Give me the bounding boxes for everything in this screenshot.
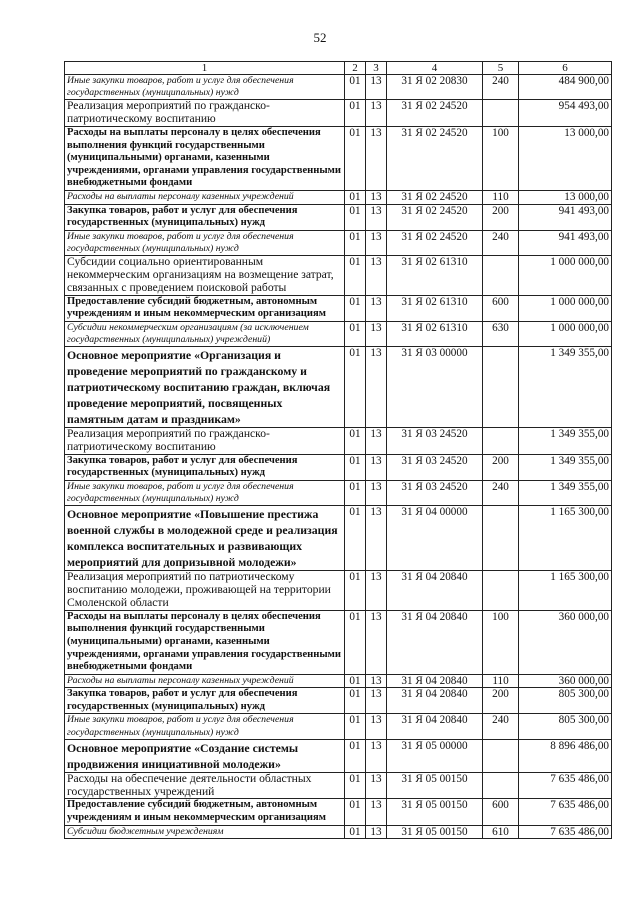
expense-type-cell <box>483 428 519 455</box>
amount-cell: 941 493,00 <box>519 204 612 230</box>
target-article-cell: 31 Я 02 61310 <box>387 295 483 321</box>
item-name-cell: Иные закупки товаров, работ и услуг для обеспечения государственных (муниципальных) нужд <box>65 480 345 505</box>
subsection-code-cell: 13 <box>366 256 387 295</box>
expense-type-cell: 240 <box>483 230 519 255</box>
section-code-cell: 01 <box>345 100 366 127</box>
target-article-cell: 31 Я 04 20840 <box>387 714 483 739</box>
subsection-code-cell: 13 <box>366 100 387 127</box>
table-row <box>65 100 612 127</box>
expense-type-cell: 110 <box>483 190 519 204</box>
target-article-cell: 31 Я 04 00000 <box>387 506 483 571</box>
target-article-cell: 31 Я 02 61310 <box>387 256 483 295</box>
section-code-cell: 01 <box>345 127 366 191</box>
target-article-cell: 31 Я 02 24520 <box>387 127 483 191</box>
target-article-cell: 31 Я 02 24520 <box>387 190 483 204</box>
section-code-cell: 01 <box>345 674 366 688</box>
target-article-cell: 31 Я 04 20840 <box>387 688 483 714</box>
amount-cell: 1 000 000,00 <box>519 321 612 346</box>
amount-cell: 1 165 300,00 <box>519 571 612 610</box>
item-name-cell: Основное мероприятие «Организация и проведение мероприятий по гражданскому и патриотическому воспитанию граждан, включая проведение мероприятий, посвященных памятным датам и праздникам» <box>65 347 345 428</box>
item-name-cell: Расходы на обеспечение деятельности областных государственных учреждений <box>65 772 345 799</box>
subsection-code-cell: 13 <box>366 674 387 688</box>
item-name-cell: Субсидии бюджетным учреждениям <box>65 825 345 839</box>
table-row <box>65 454 612 480</box>
table-row <box>65 571 612 610</box>
table-row <box>65 799 612 825</box>
subsection-code-cell: 13 <box>366 230 387 255</box>
target-article-cell: 31 Я 05 00150 <box>387 772 483 799</box>
subsection-code-cell: 13 <box>366 772 387 799</box>
expense-type-cell: 240 <box>483 714 519 739</box>
item-name-cell: Иные закупки товаров, работ и услуг для обеспечения государственных (муниципальных) нужд <box>65 230 345 255</box>
table-row <box>65 127 612 191</box>
expense-type-cell: 200 <box>483 204 519 230</box>
target-article-cell: 31 Я 03 24520 <box>387 428 483 455</box>
item-name-cell: Предоставление субсидий бюджетным, автономным учреждениям и иным некоммерческим организациям <box>65 295 345 321</box>
amount-cell: 805 300,00 <box>519 714 612 739</box>
item-name-cell: Основное мероприятие «Создание системы продвижения инициативной молодежи» <box>65 739 345 772</box>
subsection-code-cell: 13 <box>366 75 387 100</box>
section-code-cell: 01 <box>345 506 366 571</box>
subsection-code-cell: 13 <box>366 190 387 204</box>
section-code-cell: 01 <box>345 75 366 100</box>
section-code-cell: 01 <box>345 347 366 428</box>
subsection-code-cell: 13 <box>366 127 387 191</box>
table-row <box>65 347 612 428</box>
expense-type-cell: 240 <box>483 480 519 505</box>
amount-cell: 7 635 486,00 <box>519 799 612 825</box>
subsection-code-cell: 13 <box>366 825 387 839</box>
expense-type-cell: 100 <box>483 610 519 674</box>
subsection-code-cell: 13 <box>366 204 387 230</box>
amount-cell: 484 900,00 <box>519 75 612 100</box>
header-cell: 1 <box>65 62 345 75</box>
item-name-cell: Субсидии социально ориентированным некоммерческим организациям на возмещение затрат, связанных с проведением поисковой работы <box>65 256 345 295</box>
target-article-cell: 31 Я 05 00150 <box>387 799 483 825</box>
subsection-code-cell: 13 <box>366 688 387 714</box>
item-name-cell: Расходы на выплаты персоналу в целях обеспечения выполнения функций государственными (муниципальными) органами, казенными учреждениями, органами управления государственными внебюджетными фондами <box>65 610 345 674</box>
target-article-cell: 31 Я 02 61310 <box>387 321 483 346</box>
amount-cell: 8 896 486,00 <box>519 739 612 772</box>
target-article-cell: 31 Я 05 00150 <box>387 825 483 839</box>
target-article-cell: 31 Я 03 24520 <box>387 454 483 480</box>
header-cell: 5 <box>483 62 519 75</box>
amount-cell: 360 000,00 <box>519 674 612 688</box>
table-row <box>65 295 612 321</box>
page-number: 52 <box>313 30 327 45</box>
amount-cell: 13 000,00 <box>519 127 612 191</box>
expense-type-cell <box>483 739 519 772</box>
amount-cell: 1 000 000,00 <box>519 256 612 295</box>
section-code-cell: 01 <box>345 799 366 825</box>
subsection-code-cell: 13 <box>366 610 387 674</box>
section-code-cell: 01 <box>345 739 366 772</box>
target-article-cell: 31 Я 03 24520 <box>387 480 483 505</box>
section-code-cell: 01 <box>345 190 366 204</box>
item-name-cell: Реализация мероприятий по гражданско-патриотическому воспитанию <box>65 428 345 455</box>
expense-type-cell <box>483 571 519 610</box>
target-article-cell: 31 Я 05 00000 <box>387 739 483 772</box>
header-cell: 4 <box>387 62 483 75</box>
table-row <box>65 714 612 739</box>
target-article-cell: 31 Я 02 24520 <box>387 230 483 255</box>
section-code-cell: 01 <box>345 256 366 295</box>
target-article-cell: 31 Я 02 24520 <box>387 204 483 230</box>
amount-cell: 1 349 355,00 <box>519 454 612 480</box>
section-code-cell: 01 <box>345 825 366 839</box>
table-row <box>65 480 612 505</box>
amount-cell: 13 000,00 <box>519 190 612 204</box>
subsection-code-cell: 13 <box>366 454 387 480</box>
item-name-cell: Предоставление субсидий бюджетным, автономным учреждениям и иным некоммерческим организациям <box>65 799 345 825</box>
section-code-cell: 01 <box>345 571 366 610</box>
expense-type-cell: 240 <box>483 75 519 100</box>
target-article-cell: 31 Я 02 20830 <box>387 75 483 100</box>
subsection-code-cell: 13 <box>366 428 387 455</box>
section-code-cell: 01 <box>345 230 366 255</box>
item-name-cell: Закупка товаров, работ и услуг для обеспечения государственных (муниципальных) нужд <box>65 204 345 230</box>
item-name-cell: Субсидии некоммерческим организациям (за исключением государственных (муниципальных) учреждений) <box>65 321 345 346</box>
amount-cell: 7 635 486,00 <box>519 772 612 799</box>
table-row <box>65 256 612 295</box>
item-name-cell: Основное мероприятие «Повышение престижа военной службы в молодежной среде и реализация комплекса воспитательных и развивающих мероприятий для допризывной молодежи» <box>65 506 345 571</box>
amount-cell: 1 349 355,00 <box>519 480 612 505</box>
amount-cell: 1 000 000,00 <box>519 295 612 321</box>
section-code-cell: 01 <box>345 610 366 674</box>
subsection-code-cell: 13 <box>366 739 387 772</box>
budget-table <box>64 61 612 839</box>
item-name-cell: Иные закупки товаров, работ и услуг для обеспечения государственных (муниципальных) нужд <box>65 714 345 739</box>
item-name-cell: Расходы на выплаты персоналу казенных учреждений <box>65 190 345 204</box>
table-row <box>65 688 612 714</box>
expense-type-cell <box>483 506 519 571</box>
subsection-code-cell: 13 <box>366 506 387 571</box>
subsection-code-cell: 13 <box>366 799 387 825</box>
amount-cell: 1 349 355,00 <box>519 428 612 455</box>
table-row <box>65 75 612 100</box>
subsection-code-cell: 13 <box>366 480 387 505</box>
item-name-cell: Иные закупки товаров, работ и услуг для обеспечения государственных (муниципальных) нужд <box>65 75 345 100</box>
expense-type-cell <box>483 100 519 127</box>
header-cell: 2 <box>345 62 366 75</box>
expense-type-cell: 610 <box>483 825 519 839</box>
expense-type-cell: 110 <box>483 674 519 688</box>
amount-cell: 941 493,00 <box>519 230 612 255</box>
table-row <box>65 230 612 255</box>
table-row <box>65 739 612 772</box>
item-name-cell: Расходы на выплаты персоналу казенных учреждений <box>65 674 345 688</box>
amount-cell: 1 349 355,00 <box>519 347 612 428</box>
expense-type-cell: 100 <box>483 127 519 191</box>
table-row <box>65 825 612 839</box>
table-header-row <box>65 62 612 75</box>
item-name-cell: Закупка товаров, работ и услуг для обеспечения государственных (муниципальных) нужд <box>65 454 345 480</box>
target-article-cell: 31 Я 02 24520 <box>387 100 483 127</box>
section-code-cell: 01 <box>345 772 366 799</box>
table-row <box>65 204 612 230</box>
table-row <box>65 190 612 204</box>
expense-type-cell: 600 <box>483 799 519 825</box>
expense-type-cell: 600 <box>483 295 519 321</box>
expense-type-cell <box>483 772 519 799</box>
section-code-cell: 01 <box>345 714 366 739</box>
amount-cell: 7 635 486,00 <box>519 825 612 839</box>
subsection-code-cell: 13 <box>366 347 387 428</box>
table-row <box>65 506 612 571</box>
target-article-cell: 31 Я 03 00000 <box>387 347 483 428</box>
section-code-cell: 01 <box>345 321 366 346</box>
header-cell: 3 <box>366 62 387 75</box>
table-row <box>65 321 612 346</box>
table-row <box>65 428 612 455</box>
expense-type-cell <box>483 347 519 428</box>
target-article-cell: 31 Я 04 20840 <box>387 610 483 674</box>
section-code-cell: 01 <box>345 295 366 321</box>
subsection-code-cell: 13 <box>366 571 387 610</box>
subsection-code-cell: 13 <box>366 321 387 346</box>
item-name-cell: Закупка товаров, работ и услуг для обеспечения государственных (муниципальных) нужд <box>65 688 345 714</box>
target-article-cell: 31 Я 04 20840 <box>387 571 483 610</box>
subsection-code-cell: 13 <box>366 714 387 739</box>
table-row <box>65 772 612 799</box>
item-name-cell: Реализация мероприятий по патриотическому воспитанию молодежи, проживающей на территории Смоленской области <box>65 571 345 610</box>
table-row <box>65 610 612 674</box>
section-code-cell: 01 <box>345 688 366 714</box>
amount-cell: 1 165 300,00 <box>519 506 612 571</box>
expense-type-cell: 200 <box>483 454 519 480</box>
item-name-cell: Реализация мероприятий по гражданско-патриотическому воспитанию <box>65 100 345 127</box>
target-article-cell: 31 Я 04 20840 <box>387 674 483 688</box>
amount-cell: 360 000,00 <box>519 610 612 674</box>
expense-type-cell: 200 <box>483 688 519 714</box>
section-code-cell: 01 <box>345 428 366 455</box>
expense-type-cell <box>483 256 519 295</box>
amount-cell: 954 493,00 <box>519 100 612 127</box>
section-code-cell: 01 <box>345 480 366 505</box>
subsection-code-cell: 13 <box>366 295 387 321</box>
expense-type-cell: 630 <box>483 321 519 346</box>
section-code-cell: 01 <box>345 454 366 480</box>
table-row <box>65 674 612 688</box>
section-code-cell: 01 <box>345 204 366 230</box>
header-cell: 6 <box>519 62 612 75</box>
amount-cell: 805 300,00 <box>519 688 612 714</box>
item-name-cell: Расходы на выплаты персоналу в целях обеспечения выполнения функций государственными (муниципальными) органами, казенными учреждениями, органами управления государственными внебюджетными фондами <box>65 127 345 191</box>
